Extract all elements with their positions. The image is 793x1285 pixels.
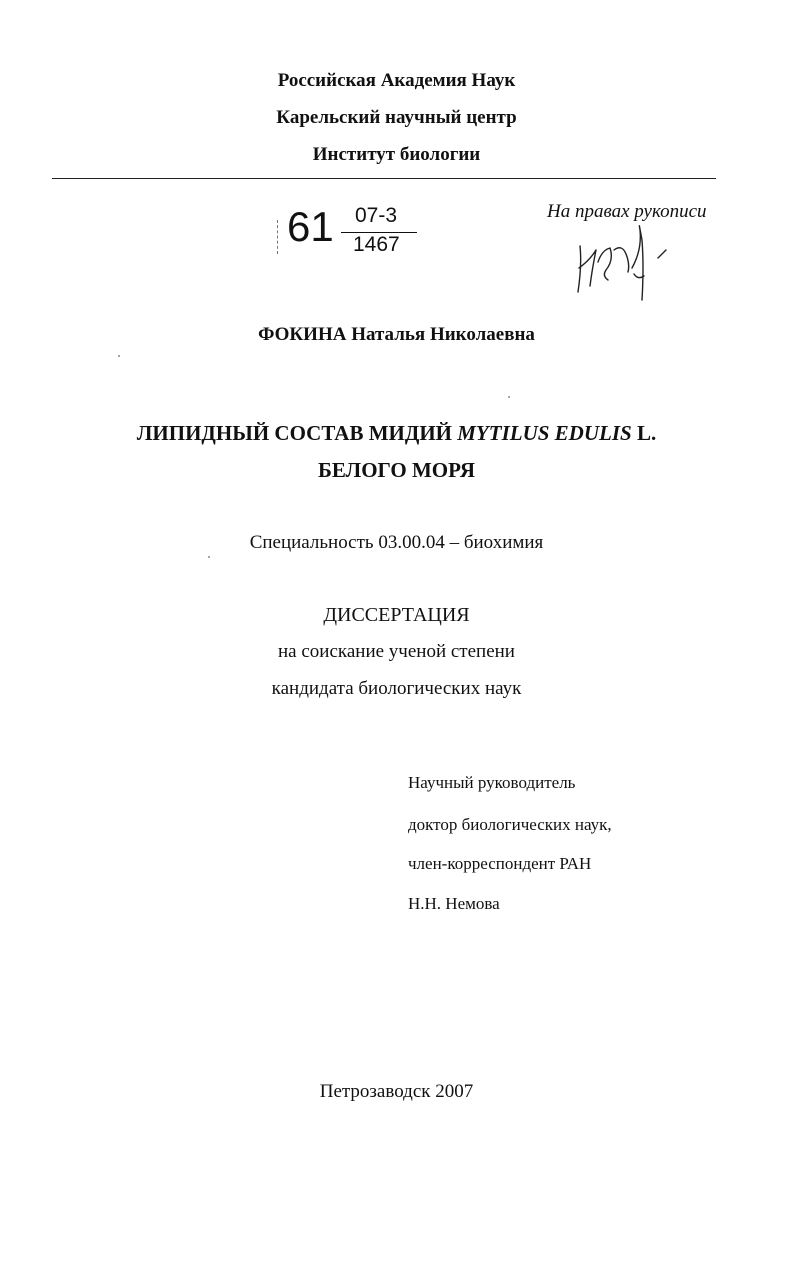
title-suffix: L. [631,421,657,445]
dissertation-title-line2: БЕЛОГО МОРЯ [317,458,476,482]
city-year: Петрозаводск 2007 [319,1081,474,1102]
header-rule [52,178,716,179]
supervisor-position: член-корреспондент РАН [408,854,592,873]
center-name: Карельский научный центр [276,107,517,128]
supervisor-degree: доктор биологических наук, [408,815,612,834]
dissertation-title-line1 [0,421,793,446]
org-name: Российская Академия Наук [277,70,516,91]
signature-icon [570,210,690,310]
code-top: 07-3 [355,204,398,227]
scan-speck [208,556,210,558]
degree-purpose-line1: на соискание ученой степени [278,641,515,662]
title-prefix: ЛИПИДНЫЙ СОСТАВ МИДИЙ [136,421,458,445]
rights-note: На правах рукописи [547,201,707,222]
scan-speck [118,355,120,357]
scan-speck [508,396,510,398]
specialty: Специальность 03.00.04 – биохимия [249,532,544,553]
institute-name: Институт биологии [312,144,481,165]
code-bottom: 1467 [353,233,400,256]
code-tick-mark [277,220,278,254]
author-name: ФОКИНА Наталья Николаевна [258,324,535,345]
supervisor-name: Н.Н. Немова [408,894,500,913]
dissertation-heading: ДИССЕРТАЦИЯ [323,604,470,626]
title-species: MYTILUS EDULIS [457,421,632,445]
library-code [275,200,425,270]
degree-purpose-line2: кандидата биологических наук [271,678,522,699]
supervisor-role: Научный руководитель [408,773,576,792]
code-main: 61 [287,203,334,250]
